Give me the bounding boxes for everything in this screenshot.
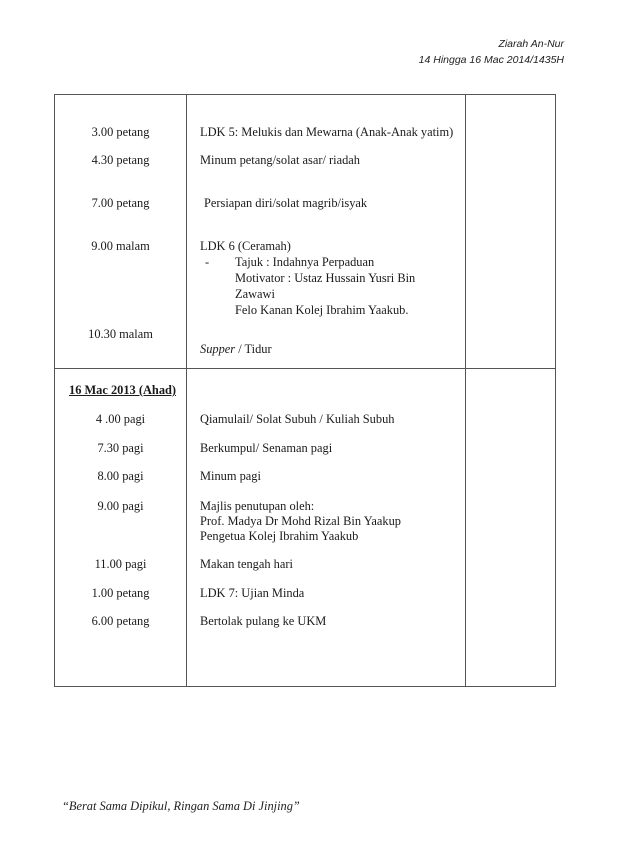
column-divider <box>465 95 466 686</box>
official-name: Prof. Madya Dr Mohd Rizal Bin Yaakup <box>200 514 401 528</box>
time-cell: 4 .00 pagi <box>95 412 146 426</box>
bullet-dash: - <box>205 255 210 269</box>
talk-speaker-cont: Zawawi <box>235 287 275 301</box>
supper-word: Supper <box>200 342 236 356</box>
footer-motto: “Berat Sama Dipikul, Ringan Sama Di Jinjing” <box>62 799 300 813</box>
time-cell: 9.00 malam <box>91 239 150 253</box>
day-heading: 16 Mac 2013 (Ahad) <box>69 383 177 397</box>
activity-cell: LDK 5: Melukis dan Mewarna (Anak-Anak yatim) <box>200 125 454 139</box>
activity-cell: Persiapan diri/solat magrib/isyak <box>204 196 368 210</box>
time-cell: 3.00 petang <box>91 125 150 139</box>
talk-affiliation: Felo Kanan Kolej Ibrahim Yaakub. <box>235 303 409 317</box>
activity-cell: Majlis penutupan oleh: <box>200 499 315 513</box>
header-dates: 14 Hingga 16 Mac 2014/1435H <box>418 54 564 66</box>
activity-rest: / Tidur <box>235 342 272 356</box>
activity-cell: LDK 7: Ujian Minda <box>200 586 305 600</box>
time-cell: 8.00 pagi <box>97 469 144 483</box>
time-cell: 7.30 pagi <box>97 441 144 455</box>
document-header <box>419 36 564 68</box>
talk-title: Tajuk : Indahnya Perpaduan <box>235 255 375 269</box>
time-cell: 1.00 petang <box>91 586 150 600</box>
activity-cell <box>200 341 272 357</box>
header-title: Ziarah An-Nur <box>498 38 564 50</box>
time-cell: 7.00 petang <box>91 196 150 210</box>
time-cell: 4.30 petang <box>91 153 150 167</box>
activity-cell: Makan tengah hari <box>200 557 293 571</box>
row-divider <box>55 368 555 369</box>
activity-cell: Berkumpul/ Senaman pagi <box>200 441 333 455</box>
time-cell: 6.00 petang <box>91 614 150 628</box>
column-divider <box>186 95 187 686</box>
time-cell: 11.00 pagi <box>94 557 147 571</box>
schedule-table <box>54 94 556 687</box>
activity-cell: LDK 6 (Ceramah) <box>200 239 291 253</box>
time-cell: 10.30 malam <box>88 327 153 341</box>
activity-cell: Qiamulail/ Solat Subuh / Kuliah Subuh <box>200 412 395 426</box>
time-cell: 9.00 pagi <box>97 499 144 513</box>
official-title: Pengetua Kolej Ibrahim Yaakub <box>200 529 359 543</box>
activity-cell: Minum pagi <box>200 469 261 483</box>
activity-cell: Minum petang/solat asar/ riadah <box>200 153 361 167</box>
activity-cell: Bertolak pulang ke UKM <box>200 614 327 628</box>
talk-speaker: Motivator : Ustaz Hussain Yusri Bin <box>235 271 416 285</box>
